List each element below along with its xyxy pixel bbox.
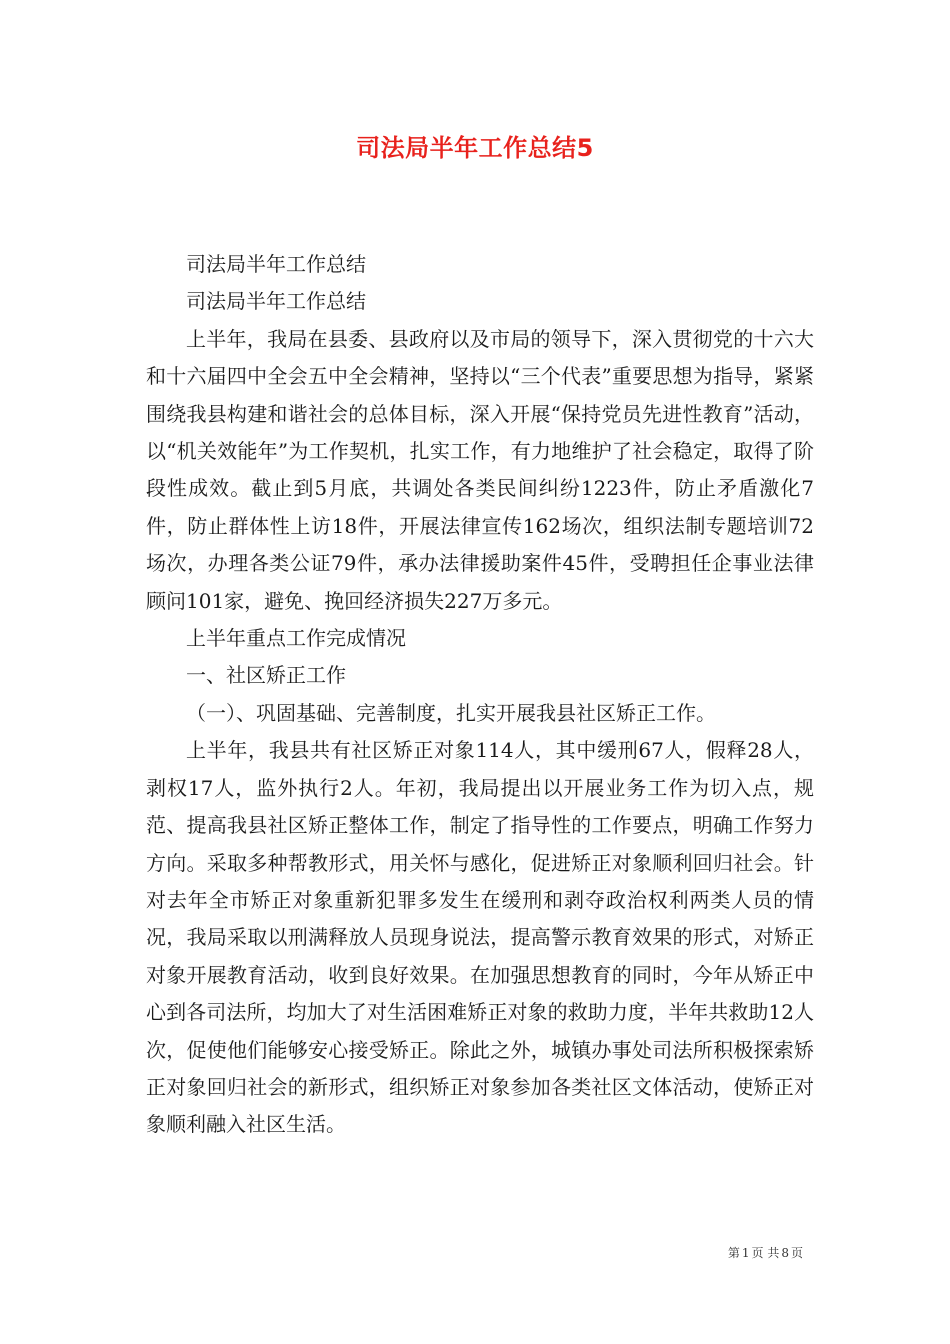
footer-suffix: 页	[790, 1246, 803, 1260]
paragraph: 司法局半年工作总结	[186, 289, 366, 314]
paragraph: 一、社区矫正工作	[186, 663, 346, 688]
paragraph: 上半年重点工作完成情况	[186, 626, 406, 651]
page-footer	[727, 1244, 804, 1261]
footer-current-page: 1	[741, 1246, 750, 1260]
document-title: 司法局半年工作总结5	[356, 134, 594, 162]
paragraph: （一）、巩固基础、完善制度，扎实开展我县社区矫正工作。	[186, 700, 716, 725]
footer-prefix: 第	[727, 1246, 740, 1260]
paragraph: 司法局半年工作总结	[186, 252, 366, 276]
paragraph: 上半年，我县共有社区矫正对象114人，其中缓刑67人，假释28人，剥权17人，监外执行2人。年初，我局提出以开展业务工作为切入点，规范、提高我县社区矫正整体工作，制定了指导性的工作要点，明确工作努力方向。采取多种帮教形式，用关怀与感化，促进矫正对象顺利回归社会。针对去年全市矫正对象重新犯罪多发生在缓刑和剥夺政治权利两类人员的情况，我局采取以刑满释放人员现身说法，提高警示教育效果的形式，对矫正对象开展教育活动，收到良好效果。在加强思想教育的同时，今年从矫正中心到各司法所，均加大了对生活困难矫正对象的救助力度，半年共救助12人次，促使他们能够安心接受矫正。除此之外，城镇办事处司法所积极探索矫正对象回归社会的新形式，组织矫正对象参加各类社区文体活动，使矫正对象顺利融入社区生活。	[146, 738, 814, 1137]
paragraph: 上半年，我局在县委、县政府以及市局的领导下，深入贯彻党的十六大和十六届四中全会五中全会精神，坚持以“三个代表”重要思想为指导，紧紧围绕我县构建和谐社会的总体目标，深入开展“保持党员先进性教育”活动，以“机关效能年”为工作契机，扎实工作，有力地维护了社会稳定，取得了阶段性成效。截止到5月底，共调处各类民间纠纷1223件，防止矛盾激化7件，防止群体性上访18件，开展法律宣传162场次，组织法制专题培训72场次，办理各类公证79件，承办法律援助案件45件，受聘担任企事业法律顾问101家，避免、挽回经济损失227万多元。	[146, 326, 814, 613]
document-body	[146, 246, 814, 1144]
footer-middle: 页 共	[751, 1246, 780, 1260]
footer-total-pages: 8	[781, 1246, 789, 1260]
